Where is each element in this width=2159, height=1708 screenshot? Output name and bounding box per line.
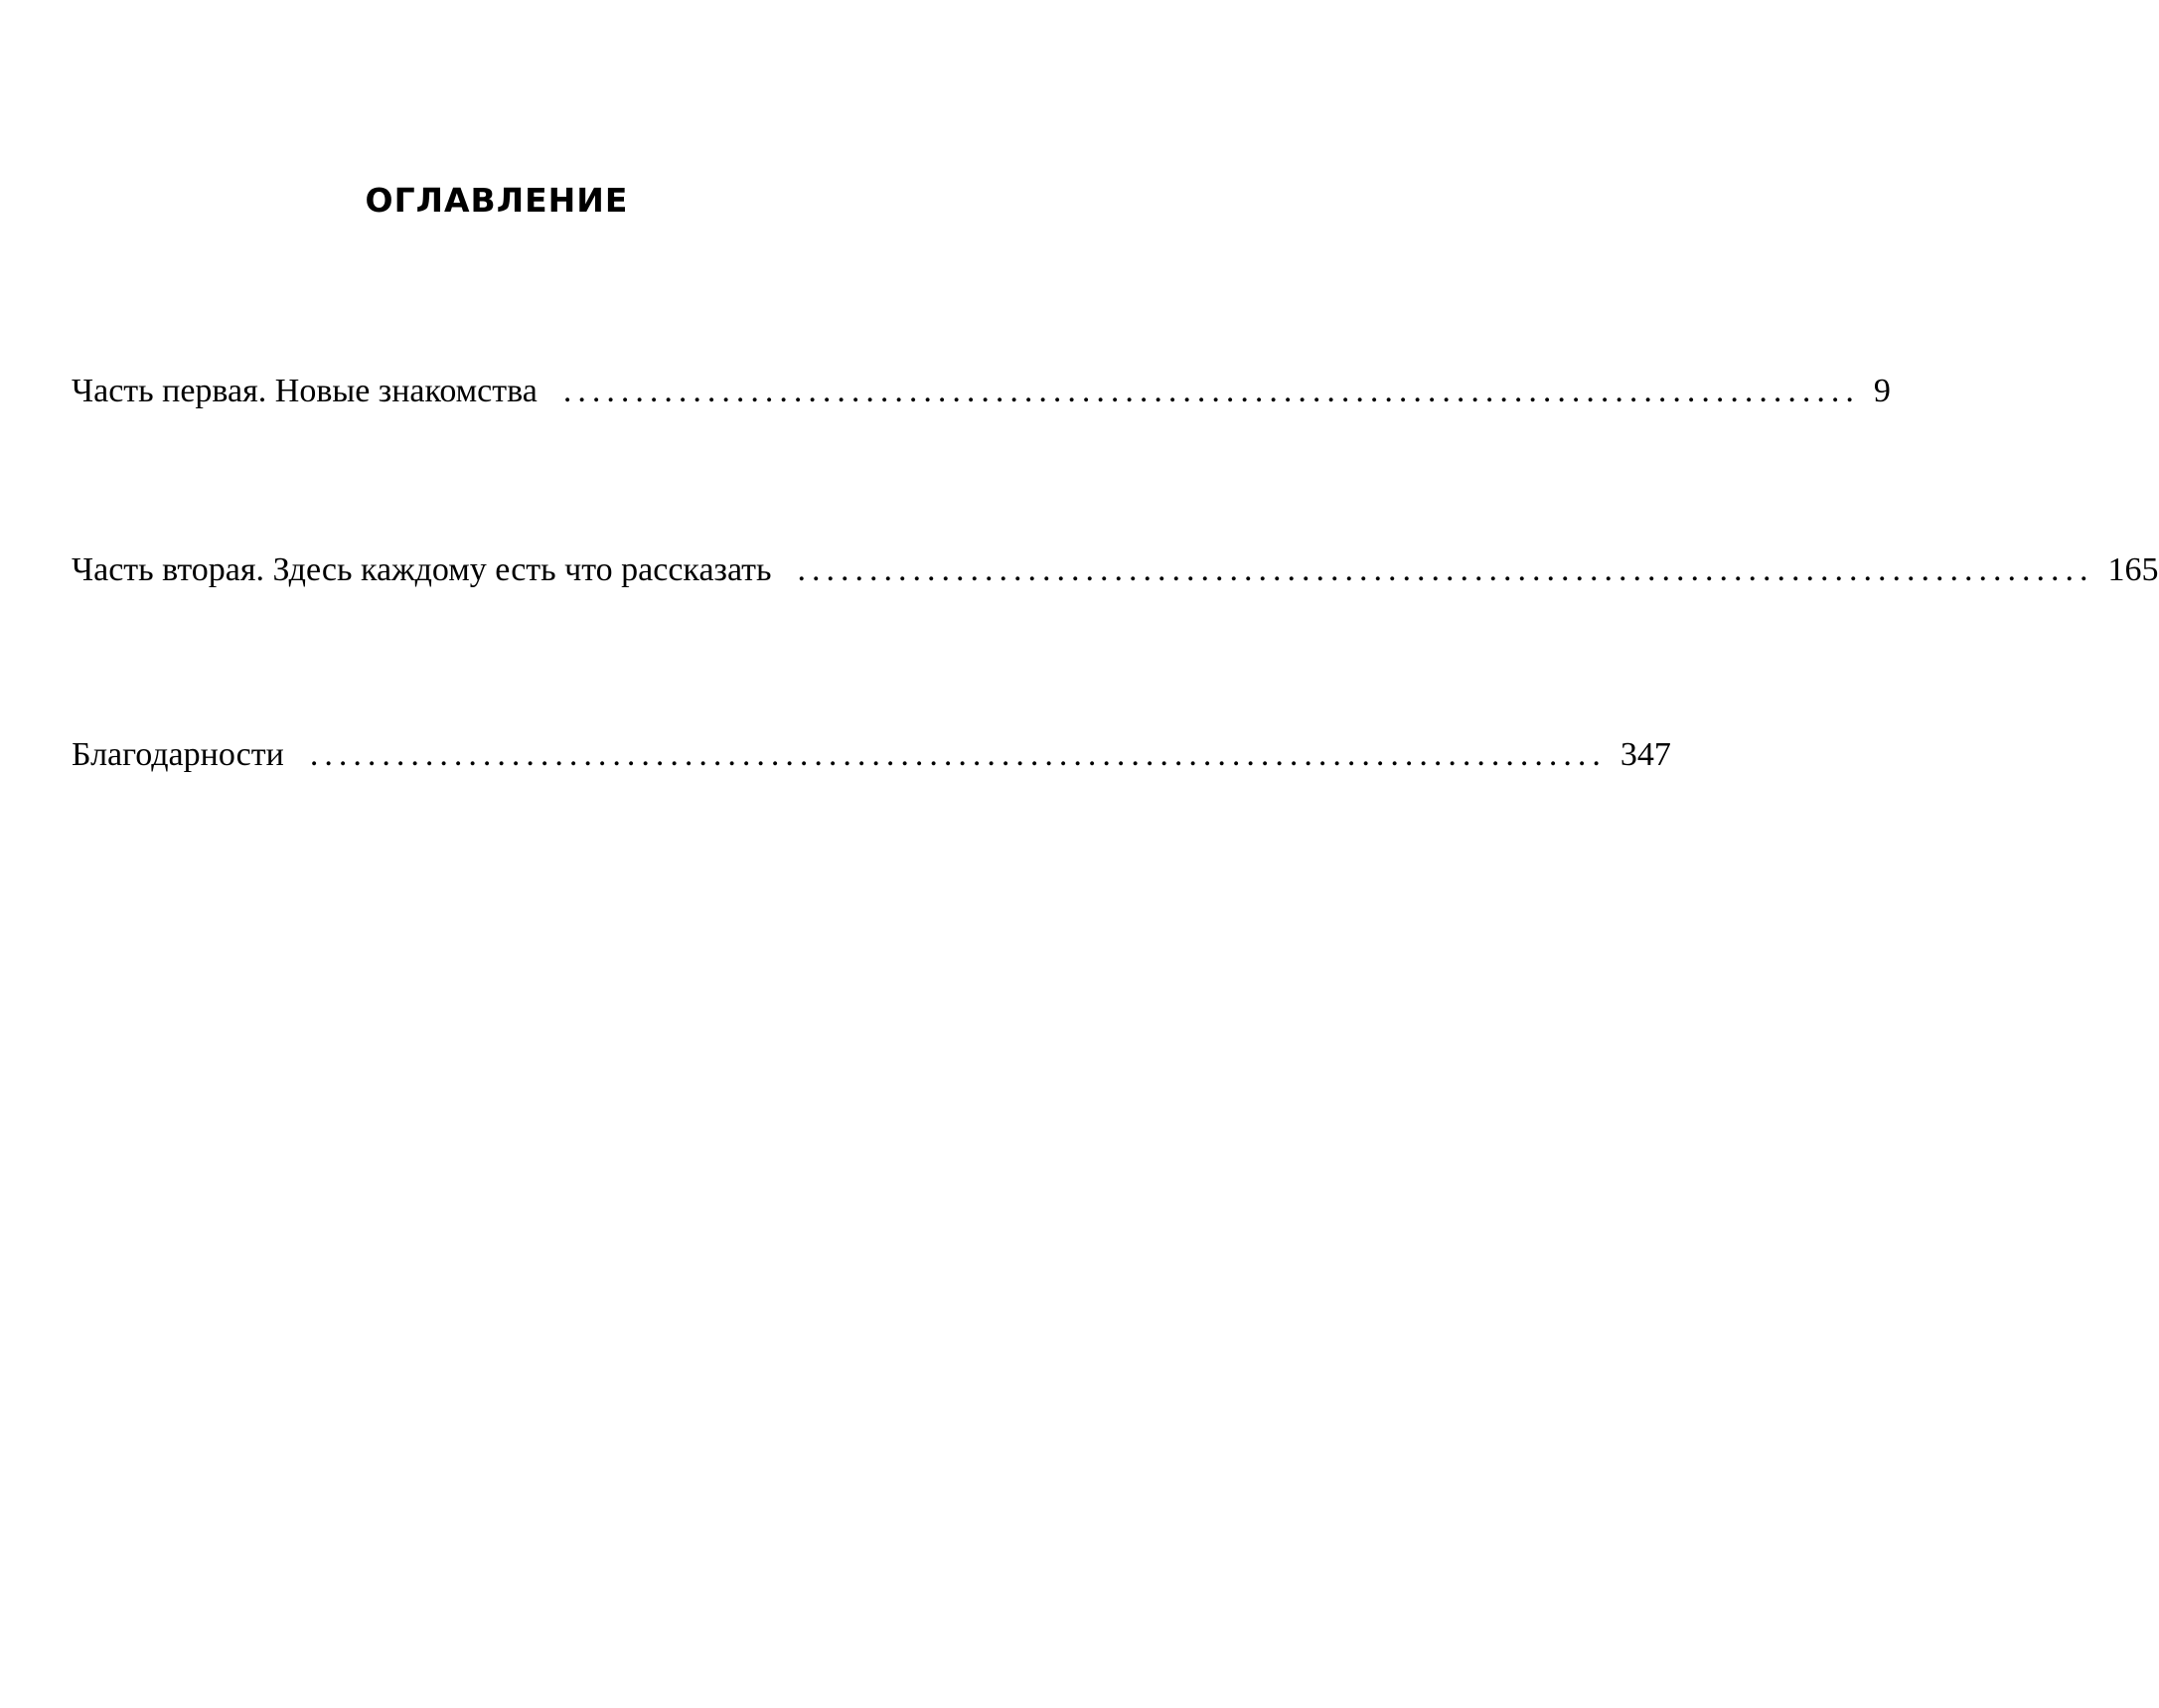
toc-entry: [72, 733, 1671, 777]
toc-entry-label: Благодарности: [72, 736, 284, 773]
toc-entry-page-number: 347: [1619, 736, 1671, 773]
toc-entry: [72, 370, 1891, 413]
toc-entry-label: Часть вторая. Здесь каждому есть что рассказать: [72, 551, 772, 588]
page-title: ОГЛАВЛЕНИЕ: [365, 181, 629, 220]
toc-entry: [72, 548, 2159, 592]
toc-entry-label: Часть первая. Новые знакомства: [72, 373, 538, 409]
toc-entry-page-number: 165: [2107, 551, 2159, 588]
toc-entry-page-number: 9: [1873, 373, 1891, 409]
toc-dot-leader: ..........................................................................................: [562, 373, 1860, 409]
toc-dot-leader: ..........................................................................................: [309, 736, 1607, 773]
toc-dot-leader: ..........................................................................................: [797, 551, 2094, 588]
